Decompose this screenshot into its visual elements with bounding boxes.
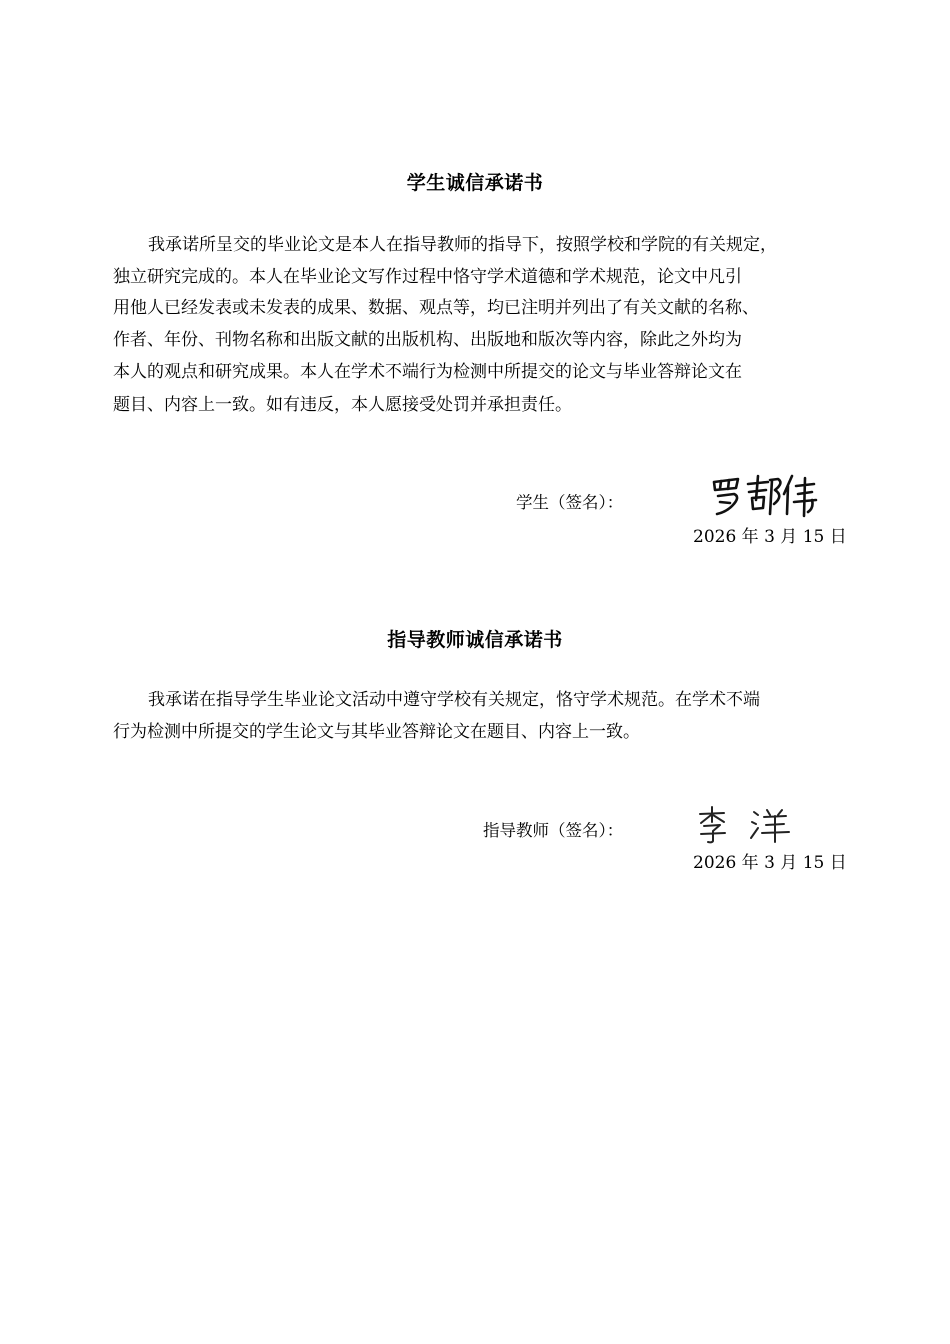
student-signature-date: 2026 年 3 月 15 日	[693, 527, 847, 547]
student-pledge-line: 用他人已经发表或未发表的成果、数据、观点等，均已注明并列出了有关文献的名称、	[113, 298, 759, 318]
student-pledge-line: 作者、年份、刊物名称和出版文献的出版机构、出版地和版次等内容，除此之外均为	[113, 330, 742, 350]
advisor-signature-label: 指导教师（签名）：	[483, 821, 624, 840]
advisor-pledge-line: 我承诺在指导学生毕业论文活动中遵守学校有关规定，恪守学术规范。在学术不端	[148, 690, 760, 710]
student-signature-label: 学生（签名）：	[516, 493, 624, 512]
student-pledge-title: 学生诚信承诺书	[406, 172, 544, 194]
advisor-pledge-title: 指导教师诚信承诺书	[387, 629, 563, 651]
student-pledge-line: 我承诺所呈交的毕业论文是本人在指导教师的指导下，按照学校和学院的有关规定，	[148, 235, 777, 255]
advisor-pledge-line: 行为检测中所提交的学生论文与其毕业答辩论文在题目、内容上一致。	[113, 722, 640, 742]
advisor-handwritten-signature	[696, 804, 796, 844]
student-pledge-line: 独立研究完成的。本人在毕业论文写作过程中恪守学术道德和学术规范，论文中凡引	[113, 267, 742, 287]
student-pledge-line: 题目、内容上一致。如有违反，本人愿接受处罚并承担责任。	[113, 395, 572, 415]
student-pledge-line: 本人的观点和研究成果。本人在学术不端行为检测中所提交的论文与毕业答辩论文在	[113, 362, 742, 382]
advisor-signature-date: 2026 年 3 月 15 日	[693, 853, 847, 873]
student-handwritten-signature	[708, 470, 820, 520]
